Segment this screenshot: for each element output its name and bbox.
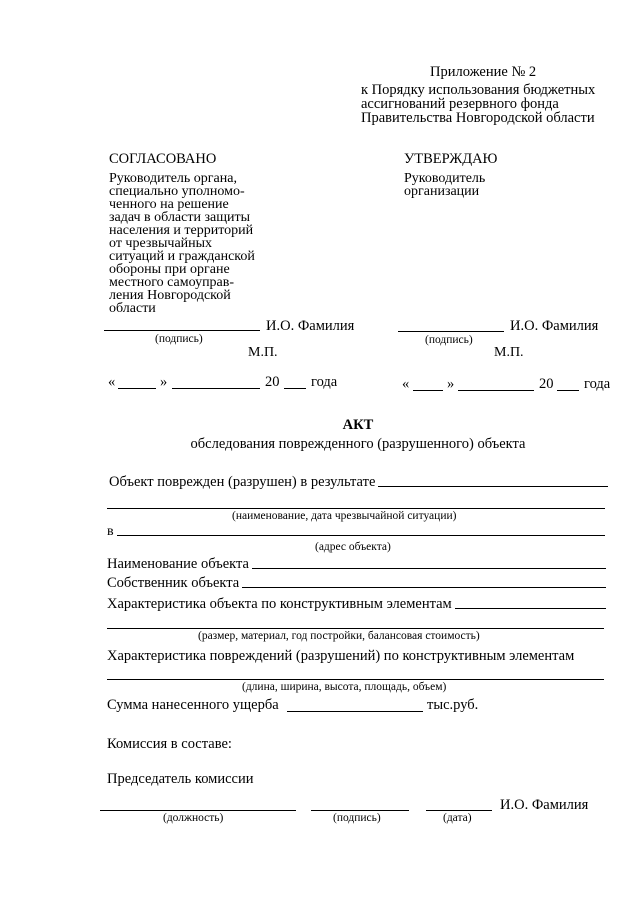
approve-year-suffix: года: [584, 376, 611, 392]
agreed-date-close: »: [160, 374, 168, 390]
sum-field[interactable]: [287, 711, 423, 712]
approve-month-line[interactable]: [458, 390, 534, 391]
structural-field[interactable]: [455, 608, 606, 609]
act-subtitle: обследования поврежденного (разрушенного) объекта: [190, 436, 526, 452]
address-field[interactable]: [117, 535, 605, 536]
appendix-line-3: Правительства Новгородской области: [361, 110, 595, 126]
agreed-signature-caption: (подпись): [155, 333, 203, 345]
damaged-cause-field[interactable]: [378, 486, 608, 487]
approve-stamp: М.П.: [494, 345, 524, 360]
commission-label: Комиссия в составе:: [107, 736, 232, 752]
act-title: АКТ: [342, 417, 374, 433]
agreed-year-line[interactable]: [284, 388, 306, 389]
structural-line[interactable]: [107, 628, 604, 629]
object-name-row: [107, 556, 606, 572]
agreed-date-open: «: [108, 374, 116, 390]
chairman-position-line[interactable]: [100, 810, 296, 811]
agreed-day-line[interactable]: [118, 388, 156, 389]
owner-label: Собственник объекта: [107, 575, 240, 591]
date-caption: (дата): [443, 812, 472, 824]
agreed-heading: СОГЛАСОВАНО: [109, 151, 217, 167]
address-caption: (адрес объекта): [315, 541, 391, 553]
sum-label: Сумма нанесенного ущерба: [107, 697, 279, 713]
agreed-signer-title: Руководитель органа, специально уполномо- ченного на решение задач в области защиты населения и территорий от чрезвычайных ситуаций и гражданской обороны при органе местного самоуправ- ления Новгородской области: [109, 171, 255, 316]
approve-date-open: «: [402, 376, 410, 392]
emergency-caption: (наименование, дата чрезвычайной ситуации): [232, 510, 457, 522]
structural-label: Характеристика объекта по конструктивным элементам: [107, 596, 452, 612]
object-name-label: Наименование объекта: [107, 556, 249, 572]
position-caption: (должность): [163, 812, 224, 824]
agreed-month-line[interactable]: [172, 388, 260, 389]
damaged-row: [109, 474, 608, 490]
approve-year-prefix: 20: [539, 376, 554, 392]
appendix-line-1: к Порядку использования бюджетных: [361, 82, 596, 98]
damaged-label: Объект поврежден (разрушен) в результате: [109, 474, 376, 490]
chairman-signature-line[interactable]: [311, 810, 409, 811]
approve-signature-caption: (подпись): [425, 334, 473, 346]
sum-unit: тыс.руб.: [427, 697, 479, 713]
agreed-stamp: М.П.: [248, 345, 278, 360]
approve-year-line[interactable]: [557, 390, 579, 391]
approve-heading: УТВЕРЖДАЮ: [404, 151, 498, 167]
structural-row: [107, 596, 606, 612]
structural-caption: (размер, материал, год постройки, балансовая стоимость): [198, 630, 480, 642]
chairman-date-line[interactable]: [426, 810, 492, 811]
approve-signer-title: Руководитель организации: [404, 171, 486, 199]
damage-line[interactable]: [107, 679, 604, 680]
agreed-year-suffix: года: [311, 374, 338, 390]
appendix-line-2: ассигнований резервного фонда: [361, 96, 559, 112]
chairman-signature-caption: (подпись): [333, 812, 381, 824]
damage-label: Характеристика повреждений (разрушений) по конструктивным элементам: [107, 648, 575, 664]
owner-row: [107, 575, 606, 591]
chairman-label: Председатель комиссии: [107, 771, 254, 787]
agreed-name: И.О. Фамилия: [266, 318, 355, 334]
approve-day-line[interactable]: [413, 390, 443, 391]
object-name-field[interactable]: [252, 568, 606, 569]
in-label: в: [107, 524, 114, 539]
address-row: [107, 525, 605, 539]
approve-signature-line[interactable]: [398, 331, 504, 332]
approve-name: И.О. Фамилия: [510, 318, 599, 334]
damage-caption: (длина, ширина, высота, площадь, объем): [242, 681, 447, 693]
agreed-signature-line[interactable]: [104, 330, 260, 331]
appendix-title: Приложение № 2: [430, 64, 537, 80]
emergency-line[interactable]: [107, 508, 605, 509]
owner-field[interactable]: [242, 587, 606, 588]
agreed-year-prefix: 20: [265, 374, 280, 390]
approve-date-close: »: [447, 376, 455, 392]
chairman-name: И.О. Фамилия: [500, 797, 589, 813]
